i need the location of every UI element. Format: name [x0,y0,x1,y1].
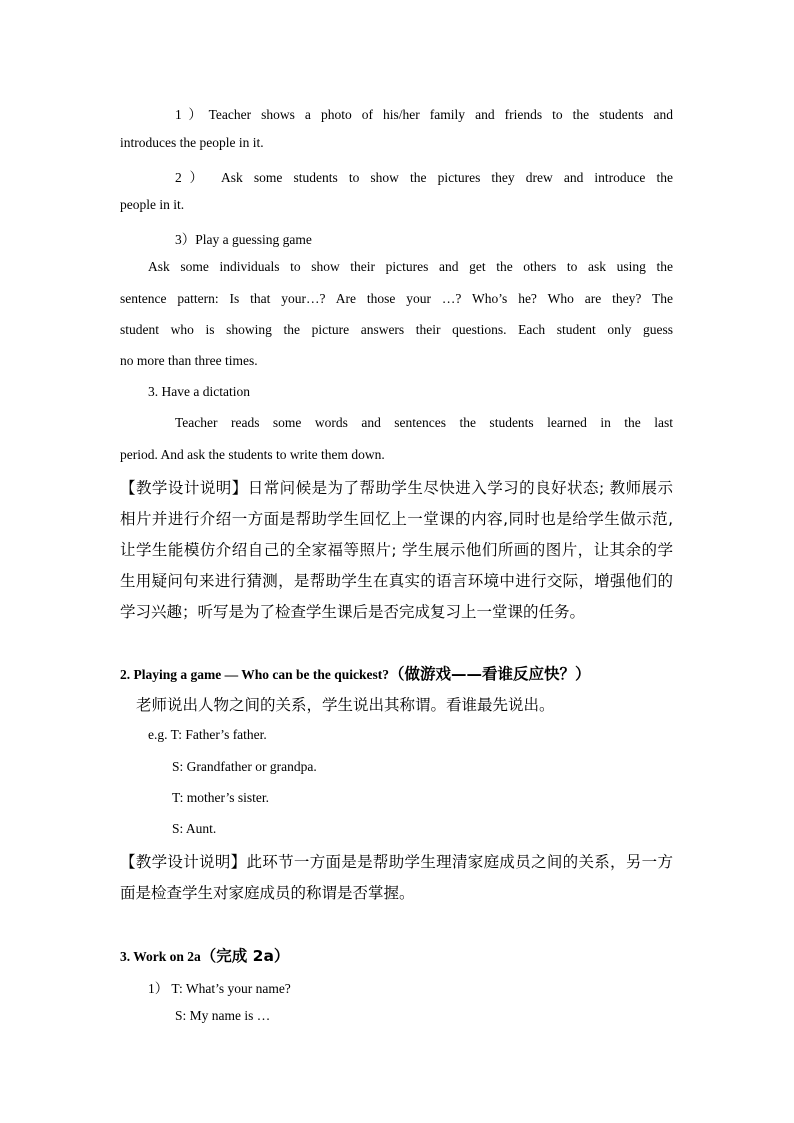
note1-line5: 学习兴趣；听写是为了检查学生课后是否完成复习上一堂课的任务。 [120,603,586,621]
note1-line3: 让学生能模仿介绍自己的全家福等照片; 学生展示他们所画的图片，让其余的学 [120,541,673,559]
warmup-item2-line2: people in it. [120,197,185,212]
warmup-item2-line1: 2） Ask some students to show the pictures they drew and introduce the [175,170,673,185]
guess-line3: student who is showing the picture answers their questions. Each student only guess [120,322,673,337]
game-example-1: e.g. T: Father’s father. [148,727,267,742]
work2a-item1: 1） T: What’s your name? [148,981,291,996]
dictation-heading: 3. Have a dictation [148,384,250,399]
guess-line1: Ask some individuals to show their pictures and get the others to ask using the [148,259,673,274]
game-example-4: S: Aunt. [172,821,217,836]
guess-line4: no more than three times. [120,353,258,368]
warmup-item1-line2: introduces the people in it. [120,135,264,150]
warmup-item1-line1: 1）Teacher shows a photo of his/her family and friends to the students and [175,107,673,122]
game-heading-en: 2. Playing a game — Who can be the quickest? [120,667,390,682]
note1-line4: 生用疑问句来进行猜测，是帮助学生在真实的语言环境中进行交际，增强他们的 [120,572,673,590]
work2a-item1-response: S: My name is … [175,1008,271,1023]
warmup-item3: 3）Play a guessing game [175,232,312,247]
guess-line2: sentence pattern: Is that your…? Are those your …? Who’s he? Who are they? The [120,291,673,306]
game-example-2: S: Grandfather or grandpa. [172,759,317,774]
game-example-3: T: mother’s sister. [172,790,269,805]
note2-line2: 面是检查学生对家庭成员的称谓是否掌握。 [120,884,415,902]
work2a-heading [120,944,289,966]
game-description: 老师说出人物之间的关系，学生说出其称谓。看谁最先说出。 [136,696,555,714]
work2a-heading-en: 3. Work on 2a [120,949,201,964]
note2-line1: 【教学设计说明】此环节一方面是是帮助学生理清家庭成员之间的关系，另一方 [120,853,673,871]
game-heading [120,662,591,684]
dictation-line2: period. And ask the students to write them down. [120,447,385,462]
note1-line1: 【教学设计说明】日常问候是为了帮助学生尽快进入学习的良好状态; 教师展示 [120,479,673,497]
game-heading-cn: （做游戏——看谁反应快？） [389,665,591,683]
work2a-heading-cn: （完成 2a） [200,947,290,965]
dictation-line1: Teacher reads some words and sentences the students learned in the last [175,415,673,430]
note1-line2: 相片并进行介绍一方面是帮助学生回忆上一堂课的内容,同时也是给学生做示范, [120,510,673,528]
